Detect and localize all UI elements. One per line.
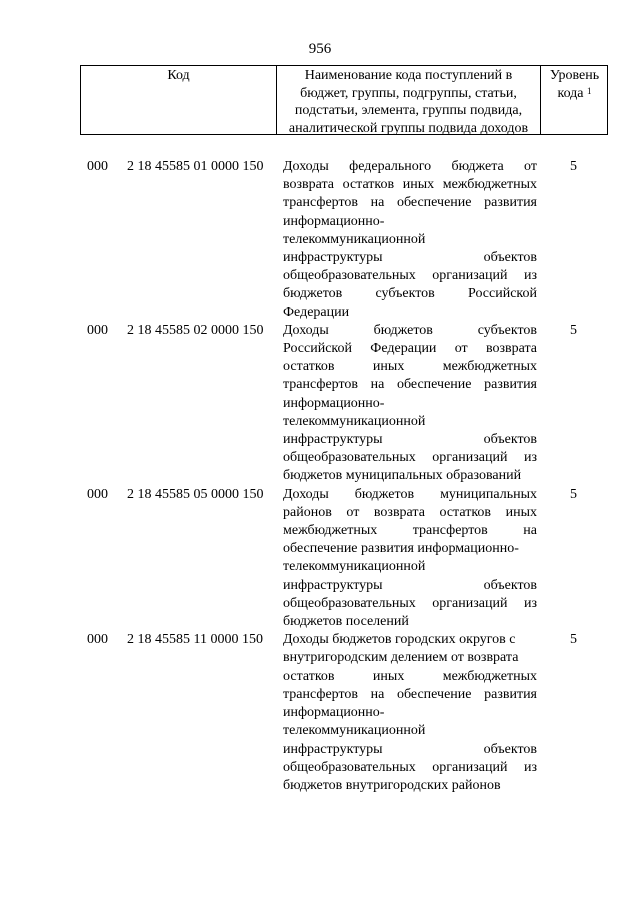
code-level: 5 <box>570 486 577 502</box>
header-code: Код <box>167 68 190 83</box>
revenue-code: 2 18 45585 02 0000 150 <box>127 322 264 338</box>
revenue-description <box>283 322 537 486</box>
description-line: инфраструктуры объектов <box>283 741 537 757</box>
code-level: 5 <box>570 632 577 648</box>
description-line: общеобразовательных организаций из <box>283 450 537 466</box>
description-line: телекоммуникационной <box>283 413 426 429</box>
description-line: общеобразовательных организаций из <box>283 759 537 775</box>
footnote-marker: 1 <box>587 85 592 96</box>
header-name <box>277 67 540 137</box>
revenue-description <box>283 631 537 795</box>
description-line: трансфертов на обеспечение развития <box>283 195 537 211</box>
admin-code: 000 <box>87 159 108 174</box>
code-level: 5 <box>570 159 577 174</box>
description-line: остатков иных межбюджетных <box>283 668 537 684</box>
revenue-code: 2 18 45585 01 0000 150 <box>127 159 264 174</box>
description-line: бюджетов муниципальных образований <box>283 468 522 484</box>
revenue-description <box>283 158 537 322</box>
description-line: остатков иных межбюджетных <box>283 359 537 375</box>
description-line: Федерации <box>283 304 350 320</box>
table-row <box>0 631 640 795</box>
description-line: телекоммуникационной <box>283 559 426 575</box>
description-line: телекоммуникационной <box>283 231 426 247</box>
description-line: инфраструктуры объектов <box>283 250 537 266</box>
description-line: информационно- <box>283 213 385 229</box>
description-line: обеспечение развития информационно- <box>283 541 519 557</box>
description-line: инфраструктуры объектов <box>283 432 537 448</box>
description-line: Доходы бюджетов муниципальных <box>283 486 537 502</box>
header-level-line <box>541 85 608 103</box>
description-line: Российской Федерации от возврата <box>283 341 537 357</box>
description-line: инфраструктуры объектов <box>283 577 537 593</box>
description-line: общеобразовательных организаций из <box>283 595 537 611</box>
description-line: информационно- <box>283 395 385 411</box>
description-line: бюджетов субъектов Российской <box>283 286 537 302</box>
revenue-code: 2 18 45585 11 0000 150 <box>127 632 263 648</box>
description-line: телекоммуникационной <box>283 723 426 739</box>
revenue-description <box>283 486 537 632</box>
description-line: возврата остатков иных межбюджетных <box>283 177 537 193</box>
admin-code: 000 <box>87 322 108 338</box>
header-level-text: кода <box>557 85 584 101</box>
header-level-line: Уровень <box>549 68 600 83</box>
description-line: трансфертов на обеспечение развития <box>283 686 537 702</box>
table-header <box>80 65 608 135</box>
description-line: Доходы бюджетов городских округов с <box>283 632 516 648</box>
header-name-line: подстатьи, элемента, группы подвида, <box>294 103 523 118</box>
description-line: бюджетов поселений <box>283 614 409 630</box>
admin-code: 000 <box>87 486 108 502</box>
description-line: бюджетов внутригородских районов <box>283 777 501 793</box>
table-row <box>0 158 640 322</box>
table-row <box>0 322 640 486</box>
revenue-code: 2 18 45585 05 0000 150 <box>127 486 264 502</box>
description-line: трансфертов на обеспечение развития <box>283 377 537 393</box>
table-body <box>0 158 640 795</box>
description-line: информационно- <box>283 705 385 721</box>
header-name-line: аналитической группы подвида доходов <box>288 120 529 136</box>
header-level <box>541 67 608 102</box>
header-name-line: бюджет, группы, подгруппы, статьи, <box>300 85 517 101</box>
header-name-line: Наименование кода поступлений в <box>304 68 513 83</box>
description-line: Доходы федерального бюджета от <box>283 159 537 174</box>
admin-code: 000 <box>87 632 108 648</box>
description-line: общеобразовательных организаций из <box>283 268 537 284</box>
description-line: районов от возврата остатков иных <box>283 504 537 520</box>
page-number: 956 <box>308 41 332 57</box>
code-level: 5 <box>570 322 577 338</box>
description-line: Доходы бюджетов субъектов <box>283 322 537 338</box>
table-row <box>0 486 640 632</box>
description-line: межбюджетных трансфертов на <box>283 523 537 539</box>
description-line: внутригородским делением от возврата <box>283 650 519 666</box>
